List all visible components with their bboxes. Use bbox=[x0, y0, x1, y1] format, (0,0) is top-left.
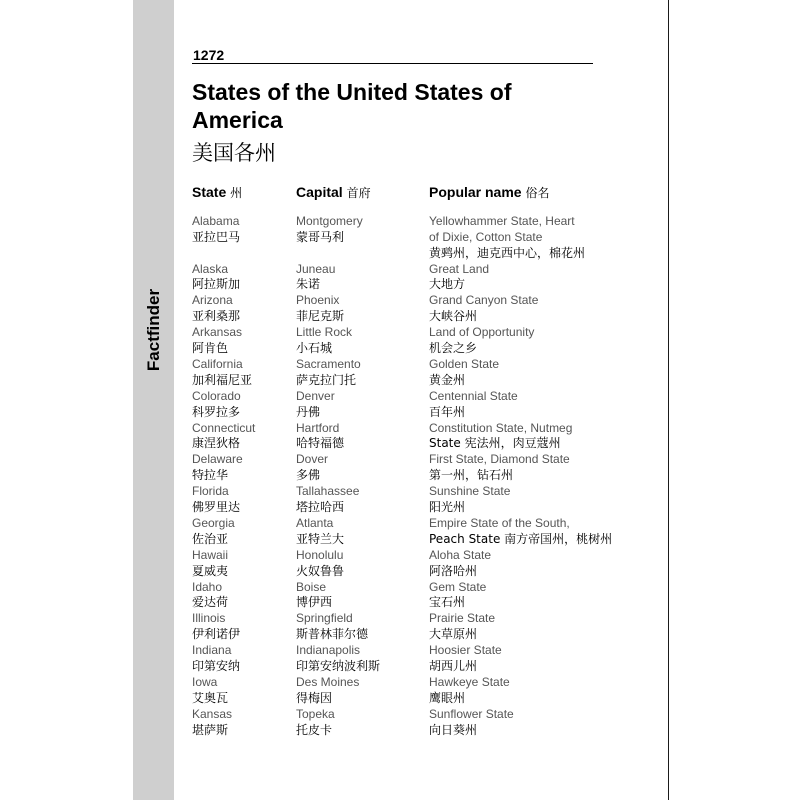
capital-cell bbox=[296, 611, 368, 643]
popular-name: Aloha State bbox=[429, 547, 492, 562]
state-name-cn: 亚拉巴马 bbox=[192, 229, 241, 244]
state-name-cn: 爱达荷 bbox=[192, 595, 229, 610]
capital-name: Topeka bbox=[296, 706, 335, 721]
column-header-state-label: State bbox=[192, 184, 227, 200]
popular-name-cn: 机会之乡 bbox=[429, 340, 478, 355]
column-header-popular-cn: 俗名 bbox=[525, 186, 550, 200]
capital-name: Tallahassee bbox=[296, 484, 360, 499]
capital-name: Des Moines bbox=[296, 675, 360, 689]
popular-name: Empire State of the South, bbox=[429, 516, 570, 530]
state-cell bbox=[192, 262, 240, 294]
popular-name: Sunshine State bbox=[429, 484, 511, 499]
page-title: States of the United States of America bbox=[192, 79, 512, 133]
popular-name-cn: 第一州，钻石州 bbox=[429, 468, 514, 483]
capital-name: Boise bbox=[296, 579, 327, 594]
capital-name-cn: 斯普林菲尔德 bbox=[296, 627, 369, 642]
capital-cell bbox=[296, 293, 344, 325]
state-cell bbox=[192, 293, 240, 325]
popular-name-cn: 胡西儿州 bbox=[429, 658, 478, 673]
state-name-cn: 佐治亚 bbox=[192, 531, 229, 546]
capital-name-cn: 萨克拉门托 bbox=[296, 372, 357, 387]
state-name: Indiana bbox=[192, 643, 232, 658]
capital-cell bbox=[296, 357, 361, 389]
state-name-cn: 伊利诺伊 bbox=[192, 627, 241, 642]
state-name: Alabama bbox=[192, 214, 240, 228]
capital-name: Juneau bbox=[296, 261, 336, 276]
capital-name-cn: 丹佛 bbox=[296, 404, 321, 419]
capital-name: Atlanta bbox=[296, 516, 334, 530]
column-header-state-cn: 州 bbox=[230, 186, 243, 200]
capital-name-cn: 多佛 bbox=[296, 468, 321, 483]
state-name-cn: 阿肯色 bbox=[192, 340, 229, 355]
state-name-cn: 夏威夷 bbox=[192, 563, 229, 578]
state-name-cn: 佛罗里达 bbox=[192, 499, 241, 514]
sidebar-tab bbox=[133, 0, 174, 800]
popular-cell bbox=[429, 389, 518, 421]
popular-name-cn: 向日葵州 bbox=[429, 722, 478, 737]
popular-cell bbox=[429, 325, 534, 357]
state-cell bbox=[192, 484, 240, 516]
popular-name-cn: 阿洛哈州 bbox=[429, 563, 478, 578]
state-cell bbox=[192, 452, 243, 484]
state-cell bbox=[192, 214, 240, 246]
popular-name-cn: 大地方 bbox=[429, 277, 466, 292]
capital-name-cn: 菲尼克斯 bbox=[296, 309, 345, 324]
state-name-cn: 印第安纳 bbox=[192, 658, 241, 673]
popular-name: Yellowhammer State, Heart bbox=[429, 214, 575, 228]
capital-name-cn: 托皮卡 bbox=[296, 722, 333, 737]
state-cell bbox=[192, 421, 255, 453]
header-rule bbox=[192, 63, 593, 64]
column-header-popular-label: Popular name bbox=[429, 184, 522, 200]
capital-name-cn: 亚特兰大 bbox=[296, 531, 345, 546]
state-cell bbox=[192, 580, 228, 612]
capital-name-cn: 博伊西 bbox=[296, 595, 333, 610]
state-name: Alaska bbox=[192, 261, 229, 276]
capital-name-cn: 印第安纳波利斯 bbox=[296, 658, 381, 673]
capital-cell bbox=[296, 421, 344, 453]
capital-cell bbox=[296, 214, 363, 246]
popular-name-cn: 阳光州 bbox=[429, 499, 466, 514]
state-name: Hawaii bbox=[192, 547, 229, 562]
capital-name: Springfield bbox=[296, 611, 353, 626]
popular-cell bbox=[429, 484, 510, 516]
popular-name: Hoosier State bbox=[429, 643, 502, 658]
capital-name-cn: 哈特福德 bbox=[296, 436, 345, 451]
state-name: Iowa bbox=[192, 675, 218, 689]
capital-name: Dover bbox=[296, 452, 329, 467]
capital-cell bbox=[296, 548, 344, 580]
capital-name: Sacramento bbox=[296, 357, 361, 371]
popular-name: Land of Opportunity bbox=[429, 325, 535, 340]
popular-name: Centennial State bbox=[429, 388, 518, 403]
popular-cell bbox=[429, 707, 514, 739]
page-number: 1272 bbox=[193, 47, 225, 63]
capital-name: Phoenix bbox=[296, 293, 340, 308]
capital-name: Little Rock bbox=[296, 325, 353, 340]
capital-cell bbox=[296, 707, 335, 739]
capital-name-cn: 小石城 bbox=[296, 340, 333, 355]
popular-name: Gem State bbox=[429, 579, 487, 594]
state-name: Georgia bbox=[192, 516, 235, 530]
popular-name: Prairie State bbox=[429, 611, 496, 626]
popular-name-cn: 黄鹀州，迪克西中心，棉花州 bbox=[429, 245, 586, 260]
capital-name-cn: 得梅因 bbox=[296, 690, 333, 705]
popular-cell bbox=[429, 214, 585, 261]
capital-cell bbox=[296, 516, 344, 548]
popular-cell bbox=[429, 675, 510, 707]
column-header-capital bbox=[296, 184, 371, 201]
capital-name: Montgomery bbox=[296, 214, 363, 228]
popular-name: Great Land bbox=[429, 261, 490, 276]
popular-cell bbox=[429, 611, 495, 643]
popular-name-cn: Peach State 南方帝国州，桃树州 bbox=[429, 531, 613, 546]
popular-cell bbox=[429, 643, 502, 675]
popular-name-cn: 大峡谷州 bbox=[429, 309, 478, 324]
popular-name: Hawkeye State bbox=[429, 675, 510, 689]
popular-cell bbox=[429, 580, 486, 612]
column-header-popular bbox=[429, 184, 550, 201]
popular-name-cn: 大草原州 bbox=[429, 627, 478, 642]
state-name: Colorado bbox=[192, 388, 241, 403]
page-title-chinese: 美国各州 bbox=[192, 141, 276, 165]
capital-cell bbox=[296, 452, 328, 484]
popular-name-cn: 鹰眼州 bbox=[429, 690, 466, 705]
popular-name: Constitution State, Nutmeg bbox=[429, 420, 573, 435]
column-header-capital-cn: 首府 bbox=[346, 186, 371, 200]
state-name-cn: 加利福尼亚 bbox=[192, 372, 253, 387]
state-name: Florida bbox=[192, 484, 229, 499]
popular-name-cn: State 宪法州，肉豆蔻州 bbox=[429, 436, 561, 451]
state-cell bbox=[192, 675, 228, 707]
state-name: Arkansas bbox=[192, 325, 243, 340]
popular-cell bbox=[429, 452, 570, 484]
capital-name: Denver bbox=[296, 388, 335, 403]
popular-name: Grand Canyon State bbox=[429, 293, 539, 308]
popular-cell bbox=[429, 516, 612, 548]
column-header-capital-label: Capital bbox=[296, 184, 343, 200]
state-name-cn: 阿拉斯加 bbox=[192, 277, 241, 292]
state-cell bbox=[192, 357, 252, 389]
popular-cell bbox=[429, 548, 491, 580]
state-cell bbox=[192, 389, 241, 421]
popular-name-cn: 宝石州 bbox=[429, 595, 466, 610]
state-name: Kansas bbox=[192, 706, 233, 721]
state-name: Arizona bbox=[192, 293, 233, 308]
state-name: Idaho bbox=[192, 579, 223, 594]
capital-cell bbox=[296, 643, 380, 675]
capital-name: Honolulu bbox=[296, 547, 344, 562]
popular-name-cn: 百年州 bbox=[429, 404, 466, 419]
capital-name-cn: 蒙哥马利 bbox=[296, 229, 345, 244]
state-name-cn: 亚利桑那 bbox=[192, 309, 241, 324]
popular-cell bbox=[429, 421, 572, 453]
capital-cell bbox=[296, 262, 335, 294]
state-name-cn: 科罗拉多 bbox=[192, 404, 241, 419]
state-name-cn: 康涅狄格 bbox=[192, 436, 241, 451]
popular-name: First State, Diamond State bbox=[429, 452, 570, 467]
sidebar-label: Factfinder bbox=[144, 288, 163, 372]
capital-cell bbox=[296, 325, 352, 357]
capital-cell bbox=[296, 484, 359, 516]
popular-cell bbox=[429, 293, 538, 325]
state-cell bbox=[192, 516, 235, 548]
state-name-cn: 特拉华 bbox=[192, 468, 229, 483]
capital-cell bbox=[296, 675, 359, 707]
popular-cell bbox=[429, 357, 499, 389]
state-cell bbox=[192, 325, 242, 357]
capital-name-cn: 塔拉哈西 bbox=[296, 499, 345, 514]
popular-name: Golden State bbox=[429, 357, 500, 371]
popular-name-cn: 黄金州 bbox=[429, 372, 466, 387]
state-cell bbox=[192, 611, 240, 643]
column-header-state bbox=[192, 184, 242, 201]
state-name: California bbox=[192, 357, 243, 371]
capital-name: Hartford bbox=[296, 420, 340, 435]
state-name-cn: 堪萨斯 bbox=[192, 722, 229, 737]
state-cell bbox=[192, 707, 232, 739]
state-name: Illinois bbox=[192, 611, 226, 626]
state-cell bbox=[192, 548, 228, 580]
state-cell bbox=[192, 643, 240, 675]
popular-cell bbox=[429, 262, 489, 294]
popular-name: of Dixie, Cotton State bbox=[429, 229, 543, 244]
capital-cell bbox=[296, 389, 335, 421]
capital-cell bbox=[296, 580, 332, 612]
state-name-cn: 艾奥瓦 bbox=[192, 690, 229, 705]
popular-name: Sunflower State bbox=[429, 706, 514, 721]
capital-name: Indianapolis bbox=[296, 643, 361, 658]
capital-name-cn: 火奴鲁鲁 bbox=[296, 563, 345, 578]
state-name: Connecticut bbox=[192, 420, 256, 435]
capital-name-cn: 朱诺 bbox=[296, 277, 321, 292]
state-name: Delaware bbox=[192, 452, 243, 467]
